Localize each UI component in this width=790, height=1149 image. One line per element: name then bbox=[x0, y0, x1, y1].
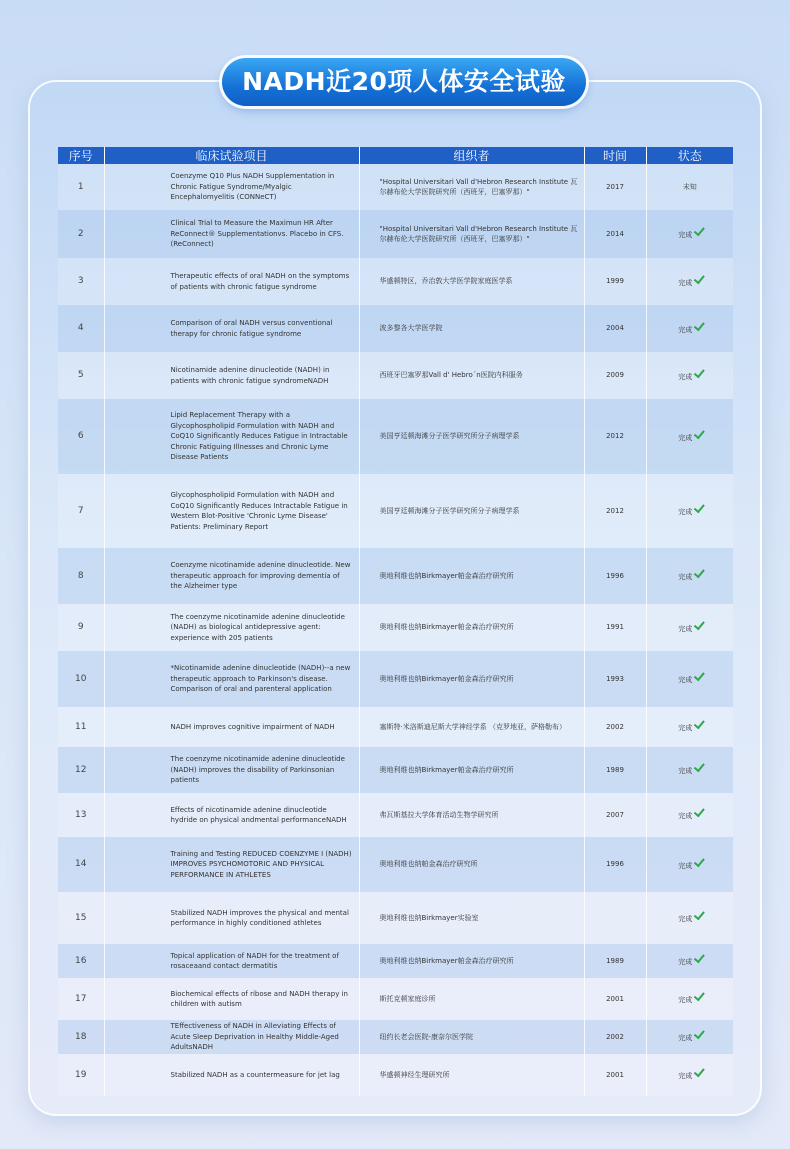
trial-project: *Nicotinamide adenine dinucleotide (NADH)--a new therapeutic approach to Parkinson's disease. Comparison of oral and parenteral application bbox=[104, 651, 359, 707]
clinical-trials-table bbox=[58, 147, 733, 1096]
trial-status bbox=[646, 474, 733, 548]
check-icon bbox=[694, 225, 705, 237]
trial-organizer: 华盛顿神经生理研究所 bbox=[359, 1054, 584, 1096]
table-row bbox=[58, 604, 733, 651]
status-label: 完成 bbox=[678, 915, 693, 924]
header-status: 状态 bbox=[646, 147, 733, 164]
status-label: 完成 bbox=[678, 433, 693, 442]
trial-organizer: 奥地利维也纳Birkmayer帕金森治疗研究所 bbox=[359, 747, 584, 793]
row-number: 13 bbox=[58, 793, 104, 837]
trial-organizer: 奥地利维也纳Birkmayer帕金森治疗研究所 bbox=[359, 548, 584, 604]
trial-year: 1993 bbox=[584, 651, 646, 707]
table-row bbox=[58, 548, 733, 604]
status-label: 完成 bbox=[678, 231, 693, 240]
check-icon bbox=[694, 272, 705, 284]
row-number: 16 bbox=[58, 944, 104, 978]
check-icon bbox=[694, 1028, 705, 1040]
row-number: 7 bbox=[58, 474, 104, 548]
table-row bbox=[58, 1020, 733, 1054]
trial-project: Clinical Trial to Measure the Maximun HR After ReConnect® Supplementationvs. Placebo in CFS. (ReConnect) bbox=[104, 210, 359, 258]
trial-status bbox=[646, 837, 733, 892]
status-label: 完成 bbox=[678, 676, 693, 685]
trial-year: 1989 bbox=[584, 747, 646, 793]
trial-project: Therapeutic effects of oral NADH on the symptoms of patients with chronic fatigue syndrome bbox=[104, 258, 359, 305]
page-title: NADH近20项人体安全试验 bbox=[222, 58, 586, 106]
status-label: 未知 bbox=[682, 182, 697, 191]
status-label: 完成 bbox=[678, 278, 693, 287]
table-row bbox=[58, 305, 733, 352]
status-label: 完成 bbox=[678, 1072, 693, 1081]
check-icon bbox=[694, 761, 705, 773]
trial-year: 2002 bbox=[584, 1020, 646, 1054]
status-label: 完成 bbox=[678, 996, 693, 1005]
status-label: 完成 bbox=[678, 958, 693, 967]
trial-project: Coenzyme Q10 Plus NADH Supplementation in Chronic Fatigue Syndrome/Myalgic Encephalomyelitis (CONNeCT) bbox=[104, 164, 359, 210]
table-row bbox=[58, 258, 733, 305]
check-icon bbox=[694, 1066, 705, 1078]
table-body bbox=[58, 164, 733, 1096]
trial-project: Nicotinamide adenine dinucleotide (NADH) in patients with chronic fatigue syndromeNADH bbox=[104, 352, 359, 399]
trial-status bbox=[646, 892, 733, 944]
trial-year: 2017 bbox=[584, 164, 646, 210]
status-label: 完成 bbox=[678, 508, 693, 517]
row-number: 6 bbox=[58, 399, 104, 474]
trial-organizer: 华盛顿特区，乔治敦大学医学院家庭医学系 bbox=[359, 258, 584, 305]
trial-year: 1991 bbox=[584, 604, 646, 651]
table-row bbox=[58, 978, 733, 1020]
status-label: 完成 bbox=[678, 372, 693, 381]
table-row bbox=[58, 707, 733, 747]
row-number: 1 bbox=[58, 164, 104, 210]
row-number: 15 bbox=[58, 892, 104, 944]
trial-year: 2004 bbox=[584, 305, 646, 352]
check-icon bbox=[694, 670, 705, 682]
status-label: 完成 bbox=[678, 724, 693, 733]
trial-project: The coenzyme nicotinamide adenine dinucleotide (NADH) as biological antidepressive agent: experience with 205 patients bbox=[104, 604, 359, 651]
table-row bbox=[58, 892, 733, 944]
trial-year: 2014 bbox=[584, 210, 646, 258]
row-number: 2 bbox=[58, 210, 104, 258]
check-icon bbox=[694, 952, 705, 964]
table-row bbox=[58, 793, 733, 837]
row-number: 4 bbox=[58, 305, 104, 352]
trial-status bbox=[646, 604, 733, 651]
trial-project: Biochemical effects of ribose and NADH therapy in children with autism bbox=[104, 978, 359, 1020]
header-project: 临床试验项目 bbox=[104, 147, 359, 164]
trial-project: Lipid Replacement Therapy with a Glycophospholipid Formulation with NADH and CoQ10 Significantly Reduces Fatigue in Intractable Chronic Fatiguing Illnesses and Chronic Lyme Disease Patients bbox=[104, 399, 359, 474]
trial-status bbox=[646, 747, 733, 793]
trial-project: Stabilized NADH as a countermeasure for jet lag bbox=[104, 1054, 359, 1096]
header-time: 时间 bbox=[584, 147, 646, 164]
row-number: 19 bbox=[58, 1054, 104, 1096]
table-row bbox=[58, 210, 733, 258]
trial-organizer: 奥地利维也纳Birkmayer帕金森治疗研究所 bbox=[359, 604, 584, 651]
trial-organizer: 波多黎各大学医学院 bbox=[359, 305, 584, 352]
row-number: 12 bbox=[58, 747, 104, 793]
check-icon bbox=[694, 990, 705, 1002]
table-header bbox=[58, 147, 733, 164]
check-icon bbox=[694, 618, 705, 630]
status-label: 完成 bbox=[678, 767, 693, 776]
trial-status bbox=[646, 793, 733, 837]
trial-year: 1999 bbox=[584, 258, 646, 305]
check-icon bbox=[694, 427, 705, 439]
check-icon bbox=[694, 366, 705, 378]
trial-project: TEffectiveness of NADH in Alleviating Effects of Acute Sleep Deprivation in Healthy Middle-Aged AdultsNADH bbox=[104, 1020, 359, 1054]
check-icon bbox=[694, 806, 705, 818]
check-icon bbox=[694, 855, 705, 867]
trial-project: Stabilized NADH improves the physical and mental performance in highly conditioned athletes bbox=[104, 892, 359, 944]
check-icon bbox=[694, 567, 705, 579]
status-label: 完成 bbox=[678, 624, 693, 633]
table-row bbox=[58, 1054, 733, 1096]
header-organizer: 组织者 bbox=[359, 147, 584, 164]
trial-organizer: "Hospital Universitari Vall d'Hebron Research Institute 瓦尔赫布伦大学医院研究所（西班牙，巴塞罗那）" bbox=[359, 210, 584, 258]
trial-project: Effects of nicotinamide adenine dinucleotide hydride on physical andmental performanceNADH bbox=[104, 793, 359, 837]
row-number: 14 bbox=[58, 837, 104, 892]
row-number: 17 bbox=[58, 978, 104, 1020]
status-label: 完成 bbox=[678, 812, 693, 821]
table-row bbox=[58, 747, 733, 793]
table-row bbox=[58, 944, 733, 978]
trial-year: 2012 bbox=[584, 399, 646, 474]
status-label: 完成 bbox=[678, 861, 693, 870]
trial-status bbox=[646, 399, 733, 474]
trial-status bbox=[646, 210, 733, 258]
status-label: 完成 bbox=[678, 1034, 693, 1043]
trial-project: Comparison of oral NADH versus conventional therapy for chronic fatigue syndrome bbox=[104, 305, 359, 352]
check-icon bbox=[694, 909, 705, 921]
trial-status bbox=[646, 352, 733, 399]
trial-status bbox=[646, 944, 733, 978]
row-number: 3 bbox=[58, 258, 104, 305]
check-icon bbox=[694, 319, 705, 331]
trial-organizer: 弗瓦斯基拉大学体育活动生物学研究所 bbox=[359, 793, 584, 837]
trial-status bbox=[646, 1020, 733, 1054]
row-number: 18 bbox=[58, 1020, 104, 1054]
table-row bbox=[58, 352, 733, 399]
trial-organizer: 奥地利维也纳帕金森治疗研究所 bbox=[359, 837, 584, 892]
check-icon bbox=[694, 718, 705, 730]
trial-year bbox=[584, 892, 646, 944]
row-number: 5 bbox=[58, 352, 104, 399]
status-label: 完成 bbox=[678, 573, 693, 582]
trial-organizer: 斯托克顿家庭诊所 bbox=[359, 978, 584, 1020]
row-number: 8 bbox=[58, 548, 104, 604]
status-label: 完成 bbox=[678, 325, 693, 334]
check-icon bbox=[694, 502, 705, 514]
trial-year: 1996 bbox=[584, 548, 646, 604]
trial-status bbox=[646, 651, 733, 707]
trial-organizer: 奥地利维也纳Birkmayer帕金森治疗研究所 bbox=[359, 944, 584, 978]
trial-year: 2001 bbox=[584, 1054, 646, 1096]
trial-organizer: 美国亨廷顿海滩分子医学研究所分子病理学系 bbox=[359, 474, 584, 548]
header-no: 序号 bbox=[58, 147, 104, 164]
table-row bbox=[58, 837, 733, 892]
table-row bbox=[58, 399, 733, 474]
trial-year: 2007 bbox=[584, 793, 646, 837]
trial-status bbox=[646, 164, 733, 210]
trial-status bbox=[646, 305, 733, 352]
trial-project: Glycophospholipid Formulation with NADH and CoQ10 Significantly Reduces Intractable Fatigue in Western Blot-Positive 'Chronic Lyme Disease' Patients: Preliminary Report bbox=[104, 474, 359, 548]
trial-status bbox=[646, 978, 733, 1020]
trial-organizer: "Hospital Universitari Vall d'Hebron Research Institute 瓦尔赫布伦大学医院研究所（西班牙，巴塞罗那）" bbox=[359, 164, 584, 210]
table-row bbox=[58, 651, 733, 707]
row-number: 9 bbox=[58, 604, 104, 651]
trial-organizer: 奥地利维也纳Birkmayer实验室 bbox=[359, 892, 584, 944]
trial-project: NADH improves cognitive impairment of NADH bbox=[104, 707, 359, 747]
trial-organizer: 塞斯特·米洛斯迪尼斯大学神经学系 （克罗地亚，萨格勒布） bbox=[359, 707, 584, 747]
trial-status bbox=[646, 1054, 733, 1096]
trial-status bbox=[646, 258, 733, 305]
trial-project: Topical application of NADH for the treatment of rosaceaand contact dermatitis bbox=[104, 944, 359, 978]
table-row bbox=[58, 474, 733, 548]
trial-project: Training and Testing REDUCED COENZYME I (NADH) IMPROVES PSYCHOMOTORIC AND PHYSICAL PERFORMANCE IN ATHLETES bbox=[104, 837, 359, 892]
trial-status bbox=[646, 707, 733, 747]
trial-year: 2001 bbox=[584, 978, 646, 1020]
trial-project: Coenzyme nicotinamide adenine dinucleotide. New therapeutic approach for improving dementia of the Alzheimer type bbox=[104, 548, 359, 604]
trial-year: 2009 bbox=[584, 352, 646, 399]
trial-year: 1996 bbox=[584, 837, 646, 892]
table-row bbox=[58, 164, 733, 210]
trial-organizer: 奥地利维也纳Birkmayer帕金森治疗研究所 bbox=[359, 651, 584, 707]
trial-project: The coenzyme nicotinamide adenine dinucleotide (NADH) improves the disability of Parkinsonian patients bbox=[104, 747, 359, 793]
row-number: 10 bbox=[58, 651, 104, 707]
row-number: 11 bbox=[58, 707, 104, 747]
trial-year: 1989 bbox=[584, 944, 646, 978]
trial-year: 2002 bbox=[584, 707, 646, 747]
trial-year: 2012 bbox=[584, 474, 646, 548]
trial-organizer: 美国亨廷顿海滩分子医学研究所分子病理学系 bbox=[359, 399, 584, 474]
trial-organizer: 纽约长老会医院-康奈尔医学院 bbox=[359, 1020, 584, 1054]
trial-status bbox=[646, 548, 733, 604]
trial-organizer: 西班牙巴塞罗那Vall d' Hebro´n医院内科服务 bbox=[359, 352, 584, 399]
